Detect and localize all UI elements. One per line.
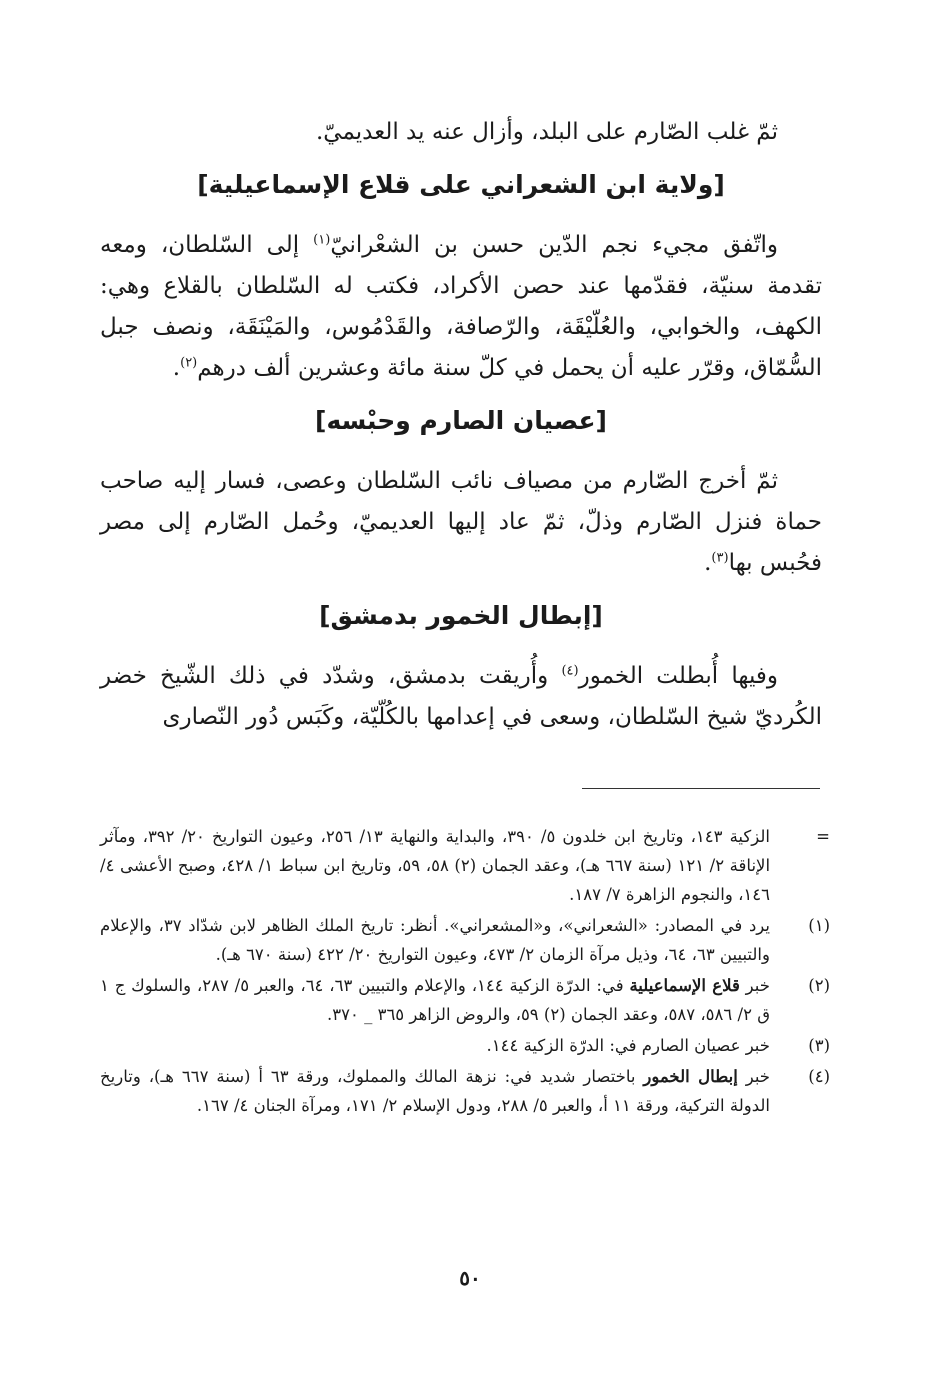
main-text [100, 112, 822, 738]
paragraph-2 [100, 225, 822, 389]
footnote-bold-term: قلاع الإسماعيلية [629, 976, 740, 995]
footnote-number: = [816, 827, 830, 846]
footnote-number: (١) [808, 916, 830, 935]
footnote-text: خبر عصيان الصارم في: الدرّة الزكية ١٤٤. [486, 1036, 770, 1055]
footnotes [100, 822, 830, 1122]
footnote-rest: باختصار شديد في: نزهة المالك والمملوك، ورقة ٦٣ أ (سنة ٦٦٧ هـ)، وتاريخ الدولة التركية، ورقة ١١ أ، والعبر ٥/ ٢٨٨، ودول الإسلام ٢/ ١٧١، ومرآة الجنان ٤/ ١٦٧. [100, 1067, 770, 1115]
paragraph-3-text: ثمّ أخرج الصّارم من مصياف نائب السّلطان وعصى، فسار إليه صاحب حماة فنزل الصّارم وذلّ، ثمّ عاد إليها العديميّ، وحُمل الصّارم إلى مصر فحُبس بها [100, 468, 822, 576]
footnote-text: الزكية ١٤٣، وتاريخ ابن خلدون ٥/ ٣٩٠، والبداية والنهاية ١٣/ ٢٥٦، وعيون التواريخ ٢٠/ ٣٩٢، ومآثر الإناقة ٢/ ١٢١ (سنة ٦٦٧ هـ)، وعقد الجمان (٢) ٥٨، ٥٩، وتاريخ ابن سباط ١/ ٤٢٨، وصبح الأعشى ٤/ ١٤٦، والنجوم الزاهرة ٧/ ١٨٧. [100, 827, 771, 904]
paragraph-2-end: . [172, 355, 181, 381]
paragraph-4 [100, 656, 822, 738]
footnote-ref-4[interactable]: (٤) [561, 663, 579, 679]
footnote-text: يرد في المصادر: «الشعراني»، و«المشعراني». أنظر: تاريخ الملك الظاهر لابن شدّاد ٣٧، والإعلام والتبيين ٦٣، ٦٤، وذيل مرآة الزمان ٢/ ٤٧٣، وعيون التواريخ ٢٠/ ٤٢٢ (سنة ٦٧٠ هـ). [100, 916, 770, 964]
footnote-4 [100, 1062, 830, 1120]
footnote-ref-3[interactable]: (٣) [711, 550, 729, 566]
footnote-continued [100, 822, 830, 909]
footnote-1 [100, 911, 830, 969]
section-heading-1: [ولاية ابن الشعراني على قلاع الإسماعيلية] [197, 170, 725, 199]
paragraph-3 [100, 461, 822, 584]
footnote-lead: خبر [737, 1067, 771, 1086]
footnote-separator [582, 788, 820, 789]
paragraph-3-end: . [704, 550, 712, 576]
section-heading-2: [عصيان الصارم وحبْسه] [315, 406, 607, 435]
paragraph-2-text-b: إلى السّلطان، ومعه تقدمة سنيّة، فقدّمها عند حصن الأكراد، فكتب له السّلطان بالقلاع وهي: الكهف، والخوابي، والعُلّيْقَة، والرّصافة، والقَدْمُوس، والمَيْنَقَة، ونصف جبل السُّمّاق، وقرّر عليه أن يحمل في كلّ سنة مائة وعشرين ألف درهم [100, 232, 822, 381]
paragraph-1-text: ثمّ غلب الصّارم على البلد، وأزال عنه يد العديميّ. [316, 119, 778, 145]
footnote-text [100, 1062, 770, 1120]
footnote-3 [100, 1031, 830, 1060]
footnote-number: (٣) [808, 1036, 830, 1055]
footnote-rest: في: الدرّة الزكية ١٤٤، والإعلام والتبيين ٦٣، ٦٤، والعبر ٥/ ٢٨٧، والسلوك ج ١ ق ٢/ ٥٨٦، ٥٨٧، وعقد الجمان (٢) ٥٩، والروض الزاهر ٣٦٥ _ ٣٧٠. [100, 976, 770, 1024]
page-number: ٥٠ [459, 1266, 481, 1290]
footnote-ref-1[interactable]: (١) [313, 232, 331, 248]
footnote-number: (٢) [808, 976, 830, 995]
paragraph-1 [100, 112, 822, 153]
footnote-2 [100, 971, 830, 1029]
paragraph-2-text-a: واتّفق مجيء نجم الدّين حسن بن الشعْرانيّ [330, 232, 778, 258]
section-heading-3: [إبطال الخمور بدمشق] [319, 601, 603, 630]
footnote-ref-2[interactable]: (٢) [180, 355, 198, 371]
paragraph-4-text-a: وفيها أُبطلت الخمور [578, 663, 778, 689]
footnote-lead: خبر [739, 976, 770, 995]
paragraph-4-text-b: وأُريقت بدمشق، وشدّد في ذلك الشّيخ خضر الكُرديّ شيخ السّلطان، وسعى في إعدامها بالكُلّيّة، وكَبَس دُور النّصارى [100, 663, 822, 730]
footnote-text [100, 971, 770, 1029]
footnote-number: (٤) [808, 1067, 830, 1086]
footnote-bold-term: إبطال الخمور [643, 1067, 738, 1086]
